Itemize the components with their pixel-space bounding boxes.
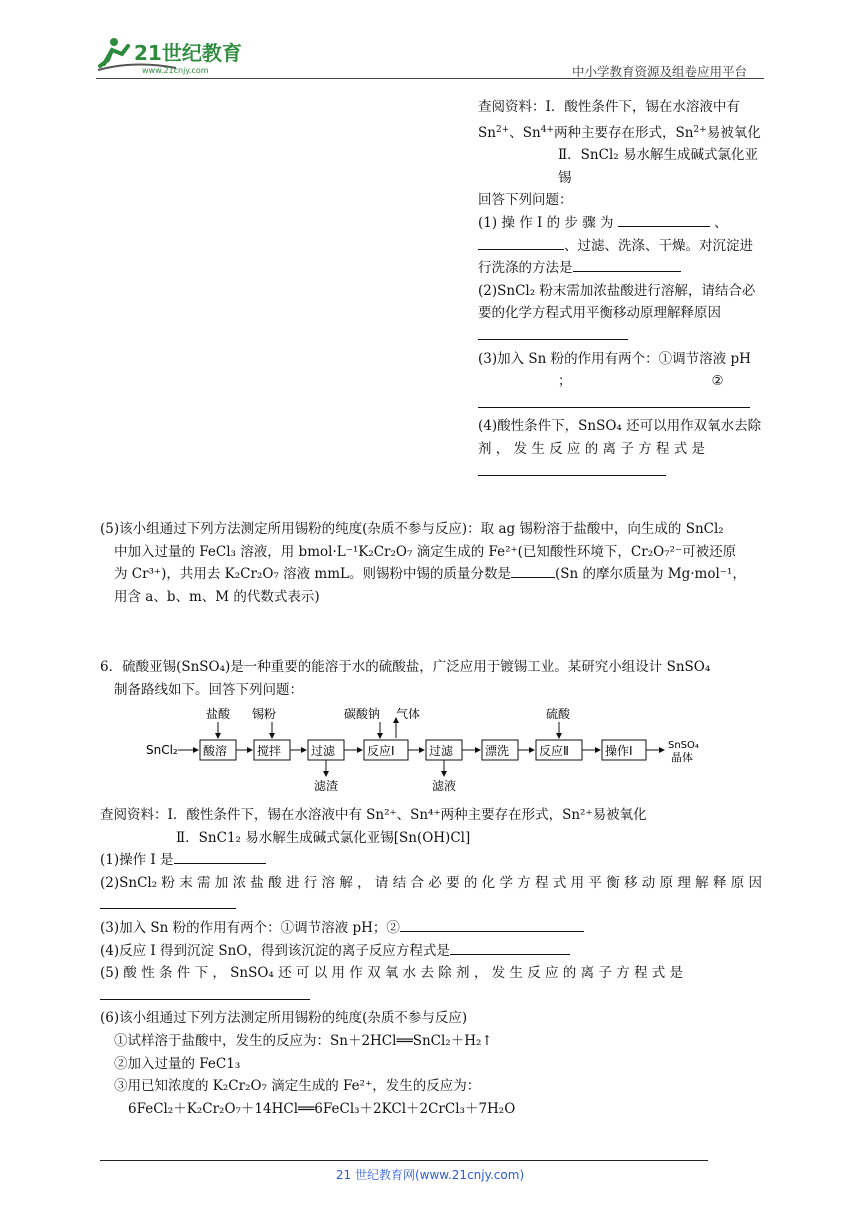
q5-part-4: (4)酸性条件下，SnSO₄ 还可以用作双氧水去除 剂 ， 发 生 反 应 的 离 子 方 程 式 是	[478, 415, 763, 483]
q6-stem: 6．硫酸亚锡(SnSO₄)是一种重要的能溶于水的硫酸盐，广泛应用于镀锡工业。某研究小组设计 SnSO₄ 制备路线如下。回答下列问题：	[100, 659, 711, 698]
flow-box-5	[426, 740, 462, 760]
flow-gas: 气体	[396, 707, 421, 721]
answer-blank	[100, 894, 236, 909]
q5-reference-2: Ⅱ．SnCl₂ 易水解生成碱式氯化亚锡	[558, 147, 758, 186]
flow-input-na2co3: 碳酸钠	[344, 707, 381, 721]
svg-text:过滤: 过滤	[429, 744, 454, 758]
q6-body	[100, 804, 764, 1120]
process-flow-diagram	[146, 704, 716, 804]
answer-blank	[100, 985, 310, 1000]
svg-text:漂洗: 漂洗	[485, 744, 510, 758]
answer-blank	[511, 563, 555, 578]
q5-part-2: (2)SnCl₂ 粉末需加浓盐酸进行溶解，请结合必要的化学方程式用平衡移动原理解释原因	[478, 280, 763, 348]
q6-part-6: (6)该小组通过下列方法测定所用锡粉的纯度(杂质不参与反应)	[100, 1010, 468, 1027]
q5-part-1: (1) 操 作 Ⅰ 的 步 骤 为 、、过滤、洗涤、干燥。对沉淀进行洗涤的方法是	[478, 212, 763, 280]
flow-box-7	[536, 740, 582, 760]
q6-part-3: (3)加入 Sn 粉的作用有两个：①调节溶液 pH；②	[100, 917, 764, 940]
q5-right-column	[478, 96, 763, 483]
answer-blank	[573, 257, 681, 272]
svg-text:反应Ⅰ: 反应Ⅰ	[367, 744, 395, 758]
svg-text:晶体: 晶体	[671, 751, 693, 764]
answer-blank	[478, 325, 628, 340]
header-divider	[96, 78, 764, 79]
svg-text:酸溶: 酸溶	[203, 744, 228, 758]
q6-part-5: (5) 酸 性 条 件 下 ， SnSO₄ 还 可 以 用 作 双 氧 水 去 除 剂 ， 发 生 反 应 的 离 子 方 程 式 是	[100, 962, 764, 1007]
q5-part-5: (5)该小组通过下列方法测定所用锡粉的纯度(杂质不参与反应)：取 ag 锡粉溶于盐酸中，向生成的 SnCl₂ 中加入过量的 FeCl₃ 溶液，用 bmol·L⁻¹K₂Cr₂O₇ 滴定生成的 Fe²⁺(已知酸性环境下，Cr₂O₇²⁻可被还原 为 Cr³⁺)，共用去 K₂Cr₂O₇ 溶液 mmL。则锡粉中锡的质量分数是 (Sn 的摩尔质量为 Mg·mol⁻¹， 用含 a、b、m、M 的代数式表示)	[100, 521, 746, 605]
q6-part-4: (4)反应 I 得到沉淀 SnO，得到该沉淀的离子反应方程式是	[100, 940, 764, 963]
logo-url: www.21cnjy.com	[142, 66, 209, 75]
flow-input-h2so4: 硫酸	[546, 707, 571, 721]
q6-reference-1: 查阅资料：I．酸性条件下，锡在水溶液中有 Sn²⁺、Sn⁴⁺两种主要存在形式，Sn²⁺易被氧化	[100, 807, 647, 823]
q6-step-3: ③用已知浓度的 K₂Cr₂O₇ 滴定生成的 Fe²⁺，发生的反应为：	[114, 1078, 481, 1095]
flow-box-4	[364, 740, 408, 760]
q6-reference-2: Ⅱ．SnC1₂ 易水解生成碱式氯化亚锡[Sn(OH)Cl]	[176, 829, 471, 846]
logo-text: 21世纪教育	[134, 41, 242, 65]
flow-box-3	[308, 740, 344, 760]
answer-blank	[478, 235, 564, 250]
flow-input-tin: 锡粉	[252, 707, 277, 721]
answer-blank	[478, 461, 666, 476]
q5-reference-1: 查阅资料：Ⅰ．酸性条件下，锡在水溶液中有 $Sn^{2+}$、$Sn^{4+}$两种主要存在形式，$Sn^{2+}$易被氧化	[478, 99, 761, 141]
flow-output-filtrate: 滤液	[432, 779, 457, 793]
svg-text:操作Ⅰ: 操作Ⅰ	[605, 744, 633, 758]
q6-part-1: (1)操作 I 是	[100, 849, 764, 872]
svg-text:搅拌: 搅拌	[257, 744, 282, 758]
answer-blank	[174, 849, 266, 864]
svg-text:反应Ⅱ: 反应Ⅱ	[539, 744, 569, 758]
flow-start: SnCl₂	[146, 743, 178, 757]
footer-divider	[100, 1160, 708, 1161]
flow-box-6	[482, 740, 518, 760]
platform-name: 中小学教育资源及组卷应用平台	[572, 64, 748, 79]
flow-output-residue: 滤渣	[314, 779, 339, 793]
flow-box-8	[602, 740, 646, 760]
answer-blank	[400, 917, 584, 932]
footer-link[interactable]: 21 世纪教育网(www.21cnjy.com)	[335, 1168, 525, 1182]
flow-product: SnSO₄	[668, 740, 699, 751]
site-logo	[96, 34, 266, 78]
q6-step-1: ①试样溶于盐酸中，发生的反应为：Sn＋2HCl══SnCl₂＋H₂↑	[114, 1032, 493, 1049]
flow-box-2	[254, 740, 290, 760]
q6-equation: 6FeCl₂＋K₂Cr₂O₇＋14HCl══6FeCl₃＋2KCl＋2CrCl₃＋7H₂O	[128, 1100, 516, 1117]
answer-blank	[450, 940, 570, 955]
answer-blank	[478, 393, 750, 408]
flow-box-1	[200, 740, 236, 760]
q6-part-2: (2)SnCl₂ 粉 末 需 加 浓 盐 酸 进 行 溶 解 ， 请 结 合 必 要 的 化 学 方 程 式 用 平 衡 移 动 原 理 解 释 原 因	[100, 872, 764, 917]
q6-step-2: ②加入过量的 FeC1₃	[114, 1055, 241, 1072]
q5-part-3: (3)加入 Sn 粉的作用有两个：①调节溶液 pH； ②	[478, 348, 763, 416]
flow-input-hcl: 盐酸	[206, 707, 231, 721]
answer-blank	[618, 212, 710, 227]
svg-text:过滤: 过滤	[311, 744, 336, 758]
q5-answer-intro: 回答下列问题：	[478, 192, 573, 209]
